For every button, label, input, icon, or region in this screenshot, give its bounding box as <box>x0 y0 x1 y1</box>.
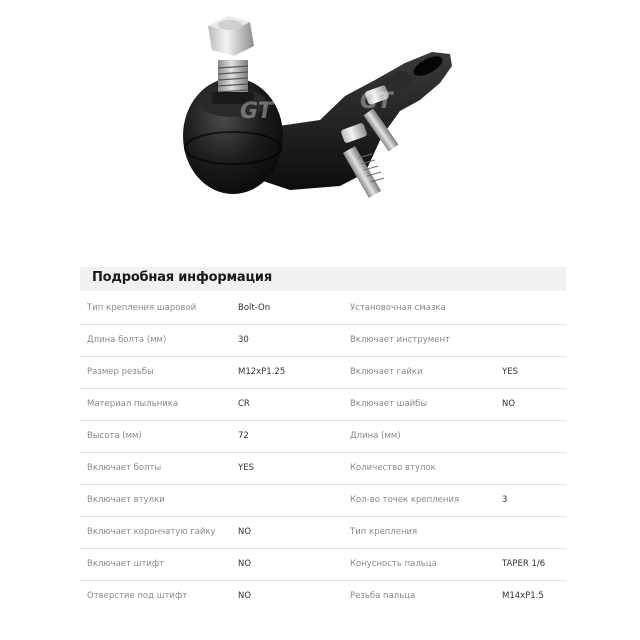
spec-row <box>80 421 566 453</box>
spec-value <box>238 485 338 516</box>
spec-value: TAPER 1/6 <box>502 559 546 569</box>
spec-label: Количество втулок <box>350 463 436 473</box>
spec-label: Резьба пальца <box>350 591 416 601</box>
spec-value: YES <box>238 463 254 473</box>
spec-row <box>80 581 566 612</box>
spec-value: NO <box>238 591 252 601</box>
details-title: Подробная информация <box>92 270 272 285</box>
watermark-gt-right: GT <box>360 89 393 114</box>
spec-row <box>80 293 566 325</box>
spec-value: M14xP1.5 <box>502 591 544 601</box>
watermark-gt-left: GT <box>240 99 273 124</box>
spec-label: Размер резьбы <box>87 367 154 377</box>
spec-label: Тип крепления шаровой <box>87 303 197 313</box>
spec-label: Включает корончатую гайку <box>87 527 216 537</box>
spec-label: Кол-во точек крепления <box>350 495 460 505</box>
spec-value: NO <box>238 527 252 537</box>
spec-label: Включает гайки <box>350 367 423 377</box>
spec-label: Отверстие под штифт <box>87 591 188 601</box>
spec-row <box>80 389 566 421</box>
spec-value: CR <box>238 399 250 409</box>
spec-value <box>502 421 566 452</box>
spec-label: Включает инструмент <box>350 335 450 345</box>
spec-row <box>80 549 566 581</box>
spec-label: Установочная смазка <box>350 303 446 313</box>
spec-label: Тип крепления <box>350 527 418 537</box>
spec-row <box>80 485 566 517</box>
spec-value: 72 <box>238 431 249 441</box>
spec-value <box>502 517 566 548</box>
spec-label: Длина (мм) <box>350 431 401 441</box>
spec-label: Включает шайбы <box>350 399 428 409</box>
spec-label: Включает штифт <box>87 559 165 569</box>
spec-row <box>80 453 566 485</box>
spec-row <box>80 325 566 357</box>
spec-value: 3 <box>502 495 508 505</box>
spec-value: M12xP1.25 <box>238 367 286 377</box>
spec-row <box>80 357 566 389</box>
castle-nut <box>208 16 254 56</box>
spec-value <box>502 453 566 484</box>
spec-value: YES <box>502 367 518 377</box>
spec-label: Длина болта (мм) <box>87 335 167 345</box>
ball-joint-image <box>170 8 470 208</box>
spec-label: Включает болты <box>87 463 162 473</box>
spec-label: Высота (мм) <box>87 431 142 441</box>
details-header <box>80 267 566 291</box>
spec-value: 30 <box>238 335 249 345</box>
spec-row <box>80 517 566 549</box>
spec-value: NO <box>238 559 252 569</box>
spec-value <box>502 293 566 324</box>
spec-value: NO <box>502 399 516 409</box>
spec-value: Bolt-On <box>238 303 271 313</box>
spec-label: Включает втулки <box>87 495 165 505</box>
spec-label: Конусность пальца <box>350 559 437 569</box>
spec-table <box>80 293 566 612</box>
spec-value <box>502 325 566 356</box>
spec-label: Материал пыльника <box>87 399 179 409</box>
